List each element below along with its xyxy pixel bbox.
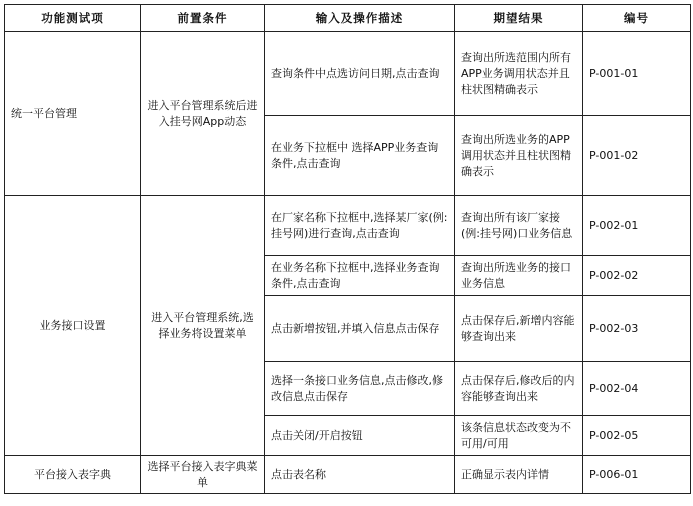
expected-cell: 查询出所选业务的接口业务信息	[455, 256, 583, 296]
precondition-cell: 进入平台管理系统后进入挂号网App动态	[141, 32, 265, 196]
test-case-table	[4, 4, 691, 494]
operation-cell: 查询条件中点选访问日期,点击查询	[265, 32, 455, 116]
case-id-cell: P-006-01	[583, 456, 691, 494]
table-row	[5, 32, 691, 116]
header-id: 编号	[583, 5, 691, 32]
feature-cell: 业务接口设置	[5, 196, 141, 456]
case-id-cell: P-002-02	[583, 256, 691, 296]
expected-cell: 查询出所选业务的APP调用状态并且柱状图精确表示	[455, 116, 583, 196]
case-id-cell: P-002-05	[583, 416, 691, 456]
expected-cell: 查询出所有该厂家接(例:挂号网)口业务信息	[455, 196, 583, 256]
operation-cell: 点击表名称	[265, 456, 455, 494]
case-id-cell: P-002-03	[583, 296, 691, 362]
precondition-cell: 选择平台接入表字典菜单	[141, 456, 265, 494]
header-expected: 期望结果	[455, 5, 583, 32]
feature-cell: 统一平台管理	[5, 32, 141, 196]
operation-cell: 在厂家名称下拉框中,选择某厂家(例:挂号网)进行查询,点击查询	[265, 196, 455, 256]
header-precondition: 前置条件	[141, 5, 265, 32]
operation-cell: 点击关闭/开启按钮	[265, 416, 455, 456]
case-id-cell: P-002-04	[583, 362, 691, 416]
case-id-cell: P-001-02	[583, 116, 691, 196]
expected-cell: 点击保存后,修改后的内容能够查询出来	[455, 362, 583, 416]
case-id-cell: P-001-01	[583, 32, 691, 116]
expected-cell: 正确显示表内详情	[455, 456, 583, 494]
table-row	[5, 196, 691, 256]
precondition-cell: 进入平台管理系统,选择业务将设置菜单	[141, 196, 265, 456]
operation-cell: 点击新增按钮,并填入信息点击保存	[265, 296, 455, 362]
header-row	[5, 5, 691, 32]
case-id-cell: P-002-01	[583, 196, 691, 256]
header-operation: 输入及操作描述	[265, 5, 455, 32]
header-feature: 功能测试项	[5, 5, 141, 32]
operation-cell: 选择一条接口业务信息,点击修改,修改信息点击保存	[265, 362, 455, 416]
expected-cell: 点击保存后,新增内容能够查询出来	[455, 296, 583, 362]
feature-cell: 平台接入表字典	[5, 456, 141, 494]
operation-cell: 在业务下拉框中 选择APP业务查询条件,点击查询	[265, 116, 455, 196]
expected-cell: 查询出所选范围内所有APP业务调用状态并且柱状图精确表示	[455, 32, 583, 116]
table-row	[5, 456, 691, 494]
operation-cell: 在业务名称下拉框中,选择业务查询条件,点击查询	[265, 256, 455, 296]
expected-cell: 该条信息状态改变为不可用/可用	[455, 416, 583, 456]
